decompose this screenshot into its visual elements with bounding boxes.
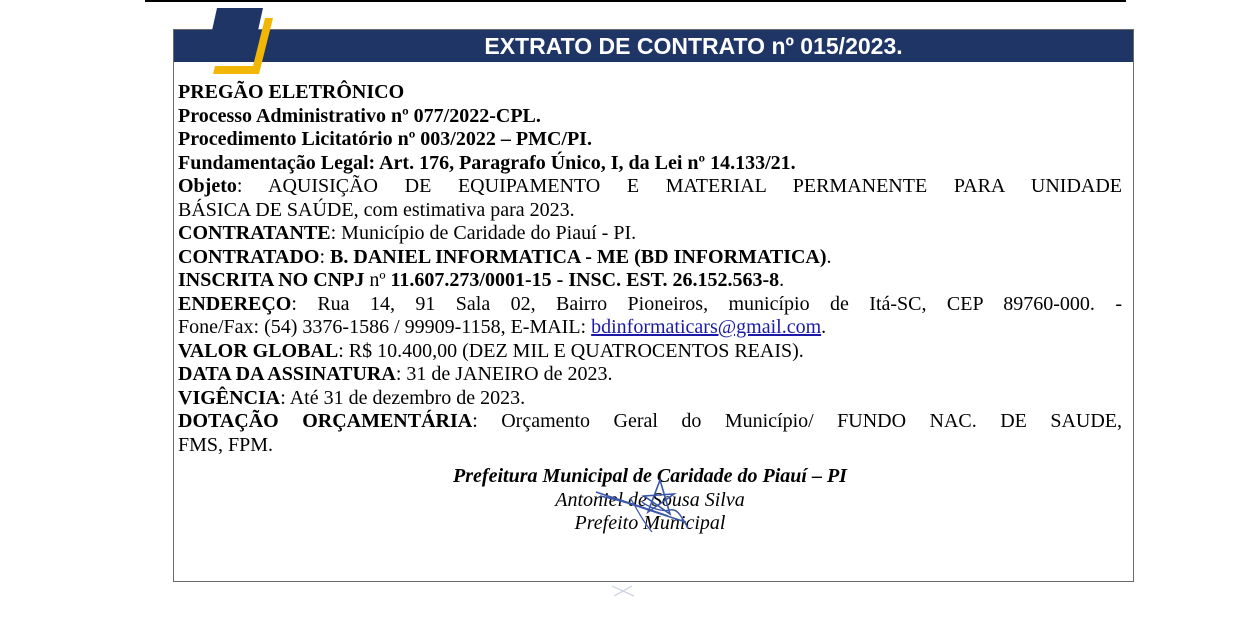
sign-date-value: : 31 de JANEIRO de 2023.: [395, 363, 613, 385]
page-title: EXTRATO DE CONTRATO nº 015/2023.: [174, 30, 1133, 62]
object-label: Objeto: [178, 175, 237, 197]
address-line-1: [178, 293, 1122, 317]
process-line: [178, 105, 1122, 129]
contracted-label: CONTRATADO: [178, 245, 320, 268]
address-text-1: : Rua 14, 91 Sala 02, Bairro Pioneiros, município de Itá-SC, CEP 89760-000. -: [291, 292, 1122, 315]
contractor-line: [178, 222, 1122, 246]
legal-basis: Fundamentação Legal: Art. 176, Paragrafo Único, I, da Lei nº 14.133/21.: [178, 151, 796, 174]
object-text-1: : AQUISIÇÃO DE EQUIPAMENTO E MATERIAL PERMANENTE PARA UNIDADE: [236, 175, 1122, 197]
sign-date-label: DATA DA ASSINATURA: [178, 363, 396, 385]
object-text-2: BÁSICA DE SAÚDE, com estimativa para 2023.: [178, 198, 575, 221]
contract-body: [178, 81, 1122, 536]
modality-line: [178, 81, 1122, 105]
logo-icon: [203, 8, 275, 74]
signature-name: Antoniel de Sousa Silva: [555, 488, 745, 511]
object-line-1: [178, 175, 1122, 199]
term-value: : Até 31 de dezembro de 2023.: [280, 386, 526, 409]
stamp-mark-icon: [608, 582, 638, 600]
term-label: VIGÊNCIA: [178, 386, 281, 409]
budget-text-1: : Orçamento Geral do Município/ FUNDO NAC. DE SAUDE,: [472, 410, 1122, 432]
cnpj-label: INSCRITA NO CNPJ: [178, 269, 365, 291]
address-label: ENDEREÇO: [178, 292, 292, 315]
cnpj-line: [178, 269, 1122, 293]
procedure-line: [178, 128, 1122, 152]
budget-label: DOTAÇÃO ORÇAMENTÁRIA: [178, 410, 473, 432]
budget-line-1: [178, 410, 1122, 434]
cnpj-value: 11.607.273/0001-15: [390, 269, 552, 291]
address-end: .: [821, 316, 827, 338]
signature-role: Prefeito Municipal: [574, 512, 726, 534]
value-label: VALOR GLOBAL: [178, 339, 339, 362]
cnpj-no: nº: [364, 269, 391, 291]
budget-text-2: FMS, FPM.: [178, 433, 274, 456]
procedure-number: Procedimento Licitatório nº 003/2022 – PMC/PI.: [178, 128, 592, 150]
contractor-value: : Município de Caridade do Piauí - PI.: [330, 222, 637, 244]
object-line-2: [178, 199, 1122, 223]
modality: PREGÃO ELETRÔNICO: [178, 81, 405, 103]
state-registration: INSC. EST. 26.152.563-8: [568, 269, 780, 291]
cnpj-end: .: [779, 269, 785, 291]
contractor-label: CONTRATANTE: [178, 222, 331, 244]
address-text-2: Fone/Fax: (54) 3376-1586 / 99909-1158, E-MAIL:: [178, 316, 592, 338]
cnpj-sep: -: [551, 269, 569, 291]
contracted-end: .: [826, 245, 832, 268]
top-divider: [145, 0, 1126, 2]
term-line: [178, 387, 1122, 411]
contracted-sep: :: [319, 245, 331, 268]
signature-org: Prefeitura Municipal de Caridade do Piauí – PI: [453, 465, 847, 487]
email-link[interactable]: bdinformaticars@gmail.com: [591, 316, 822, 338]
value-text: : R$ 10.400,00 (DEZ MIL E QUATROCENTOS REAIS).: [338, 339, 804, 362]
value-line: [178, 340, 1122, 364]
handwritten-signature-icon: [590, 472, 700, 544]
process-number: Processo Administrativo nº 077/2022-CPL.: [178, 104, 541, 127]
contracted-value: B. DANIEL INFORMATICA - ME (BD INFORMATICA): [330, 245, 827, 268]
budget-line-2: [178, 434, 1122, 458]
contracted-line: [178, 246, 1122, 270]
legal-basis-line: [178, 152, 1122, 176]
address-line-2: [178, 316, 1122, 340]
sign-date-line: [178, 363, 1122, 387]
